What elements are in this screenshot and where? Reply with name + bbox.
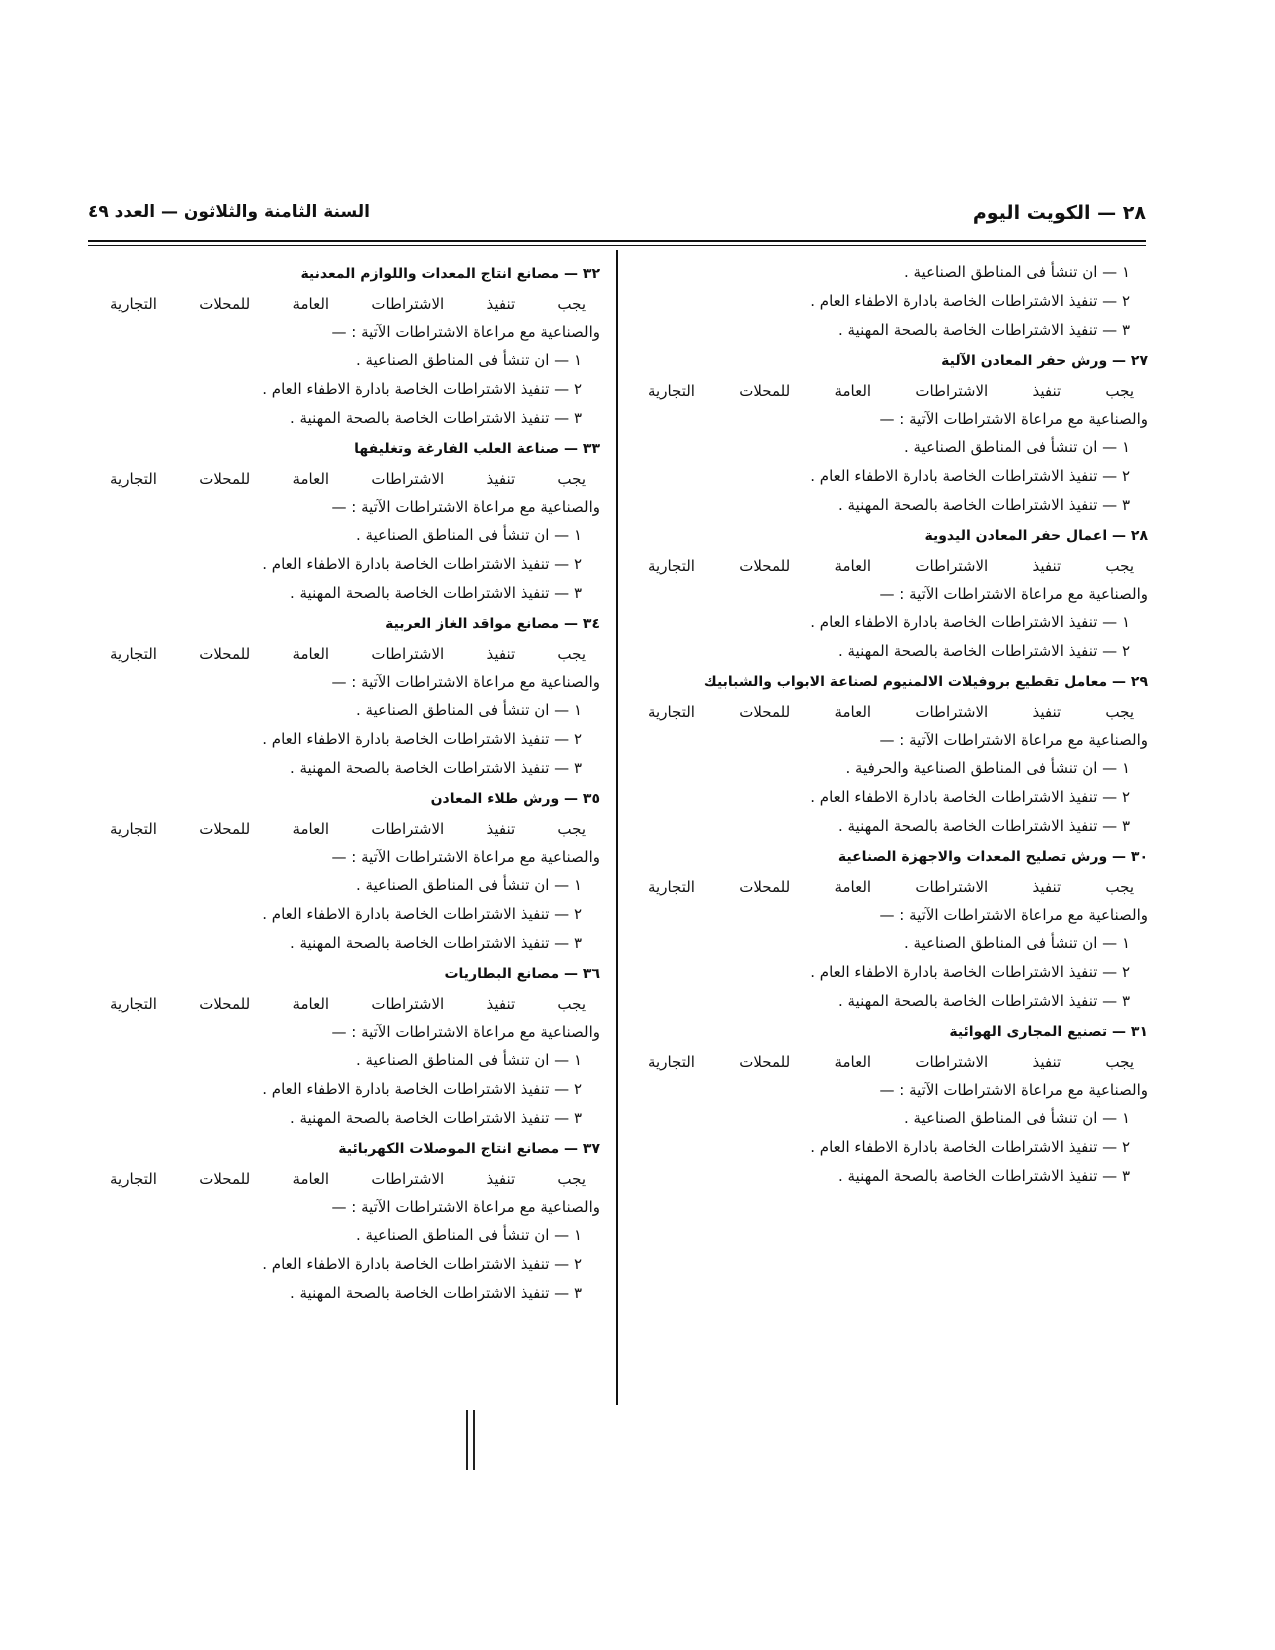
page-header bbox=[88, 202, 1146, 232]
article-section bbox=[648, 345, 1148, 520]
article-title: ٣٥ — ورش طلاء المعادن bbox=[430, 791, 600, 807]
condition-item: ٢ — تنفيذ الاشتراطات الخاصة بادارة الاطفاء العام . bbox=[262, 730, 582, 748]
article-intro-line: والصناعية مع مراعاة الاشتراطات الآتية : — bbox=[331, 1023, 600, 1041]
article-intro-line: والصناعية مع مراعاة الاشتراطات الآتية : — bbox=[879, 906, 1148, 924]
condition-item: ٣ — تنفيذ الاشتراطات الخاصة بالصحة المهنية . bbox=[837, 992, 1130, 1010]
article-intro-line: يجب تنفيذ الاشتراطات العامة للمحلات التجارية bbox=[648, 557, 1134, 575]
condition-item: ٢ — تنفيذ الاشتراطات الخاصة بادارة الاطفاء العام . bbox=[810, 292, 1130, 310]
condition-item: ١ — ان تنشأ فى المناطق الصناعية . bbox=[903, 1109, 1130, 1127]
condition-item: ٣ — تنفيذ الاشتراطات الخاصة بالصحة المهنية . bbox=[837, 1167, 1130, 1185]
article-section bbox=[648, 520, 1148, 666]
article-intro-line: والصناعية مع مراعاة الاشتراطات الآتية : — bbox=[879, 731, 1148, 749]
header-page-number-title: ٢٨ — الكويت اليوم bbox=[972, 202, 1146, 224]
condition-item: ٢ — تنفيذ الاشتراطات الخاصة بادارة الاطفاء العام . bbox=[262, 905, 582, 923]
condition-item: ١ — ان تنشأ فى المناطق الصناعية . bbox=[903, 263, 1130, 281]
article-title: ٣٢ — مصانع انتاج المعدات واللوازم المعدنية bbox=[300, 266, 600, 282]
article-title: ٢٩ — معامل تقطيع بروفيلات الالمنيوم لصناعة الابواب والشبابيك bbox=[703, 674, 1148, 690]
article-section bbox=[648, 666, 1148, 841]
condition-item: ٢ — تنفيذ الاشتراطات الخاصة بادارة الاطفاء العام . bbox=[262, 1255, 582, 1273]
article-title: ٣٤ — مصانع مواقد الغاز العربية bbox=[385, 616, 600, 632]
condition-item: ٢ — تنفيذ الاشتراطات الخاصة بادارة الاطفاء العام . bbox=[810, 1138, 1130, 1156]
article-intro-line: والصناعية مع مراعاة الاشتراطات الآتية : — bbox=[879, 1081, 1148, 1099]
condition-item: ٣ — تنفيذ الاشتراطات الخاصة بالصحة المهنية . bbox=[837, 496, 1130, 514]
condition-item: ٣ — تنفيذ الاشتراطات الخاصة بالصحة المهنية . bbox=[289, 934, 582, 952]
article-intro-line: يجب تنفيذ الاشتراطات العامة للمحلات التجارية bbox=[110, 995, 586, 1013]
article-intro-line: يجب تنفيذ الاشتراطات العامة للمحلات التجارية bbox=[648, 878, 1134, 896]
right-column bbox=[648, 258, 1148, 1191]
article-intro-line: يجب تنفيذ الاشتراطات العامة للمحلات التجارية bbox=[110, 295, 586, 313]
condition-item: ١ — ان تنشأ فى المناطق الصناعية . bbox=[355, 701, 582, 719]
left-column bbox=[110, 258, 600, 1308]
condition-item: ٣ — تنفيذ الاشتراطات الخاصة بالصحة المهنية . bbox=[289, 1109, 582, 1127]
article-section bbox=[648, 258, 1148, 345]
condition-item: ١ — ان تنشأ فى المناطق الصناعية . bbox=[355, 351, 582, 369]
article-section bbox=[110, 958, 600, 1133]
article-intro-line: يجب تنفيذ الاشتراطات العامة للمحلات التجارية bbox=[110, 645, 586, 663]
article-section bbox=[648, 1016, 1148, 1191]
condition-item: ٣ — تنفيذ الاشتراطات الخاصة بالصحة المهنية . bbox=[289, 759, 582, 777]
condition-item: ٢ — تنفيذ الاشتراطات الخاصة بادارة الاطفاء العام . bbox=[810, 788, 1130, 806]
article-intro-line: والصناعية مع مراعاة الاشتراطات الآتية : — bbox=[331, 1198, 600, 1216]
condition-item: ٢ — تنفيذ الاشتراطات الخاصة بادارة الاطفاء العام . bbox=[262, 380, 582, 398]
condition-item: ٣ — تنفيذ الاشتراطات الخاصة بالصحة المهنية . bbox=[289, 584, 582, 602]
article-intro-line: يجب تنفيذ الاشتراطات العامة للمحلات التجارية bbox=[110, 470, 586, 488]
article-section bbox=[110, 783, 600, 958]
column-divider bbox=[616, 250, 618, 1405]
condition-item: ٣ — تنفيذ الاشتراطات الخاصة بالصحة المهنية . bbox=[837, 321, 1130, 339]
header-rule-thick bbox=[88, 240, 1146, 242]
condition-item: ١ — ان تنشأ فى المناطق الصناعية . bbox=[903, 438, 1130, 456]
article-title: ٢٧ — ورش حفر المعادن الآلية bbox=[941, 353, 1148, 369]
condition-item: ١ — ان تنشأ فى المناطق الصناعية . bbox=[355, 526, 582, 544]
article-intro-line: يجب تنفيذ الاشتراطات العامة للمحلات التجارية bbox=[648, 1053, 1134, 1071]
condition-item: ١ — ان تنشأ فى المناطق الصناعية . bbox=[903, 934, 1130, 952]
header-rule-thin bbox=[88, 245, 1146, 246]
condition-item: ١ — ان تنشأ فى المناطق الصناعية . bbox=[355, 1226, 582, 1244]
article-title: ٣٣ — صناعة العلب الفارغة وتغليفها bbox=[354, 441, 600, 457]
article-title: ٣٧ — مصانع انتاج الموصلات الكهربائية bbox=[338, 1141, 600, 1157]
condition-item: ٢ — تنفيذ الاشتراطات الخاصة بادارة الاطفاء العام . bbox=[810, 467, 1130, 485]
condition-item: ١ — ان تنشأ فى المناطق الصناعية . bbox=[355, 1051, 582, 1069]
condition-item: ٢ — تنفيذ الاشتراطات الخاصة بالصحة المهنية . bbox=[837, 642, 1130, 660]
condition-item: ٢ — تنفيذ الاشتراطات الخاصة بادارة الاطفاء العام . bbox=[262, 555, 582, 573]
article-intro-line: يجب تنفيذ الاشتراطات العامة للمحلات التجارية bbox=[110, 820, 586, 838]
article-section bbox=[110, 258, 600, 433]
article-intro-line: يجب تنفيذ الاشتراطات العامة للمحلات التجارية bbox=[110, 1170, 586, 1188]
article-title: ٣٦ — مصانع البطاريات bbox=[444, 966, 600, 982]
article-intro-line: والصناعية مع مراعاة الاشتراطات الآتية : — bbox=[331, 498, 600, 516]
condition-item: ١ — ان تنشأ فى المناطق الصناعية والحرفية . bbox=[845, 759, 1130, 777]
article-intro-line: والصناعية مع مراعاة الاشتراطات الآتية : — bbox=[331, 848, 600, 866]
condition-item: ٣ — تنفيذ الاشتراطات الخاصة بالصحة المهنية . bbox=[289, 1284, 582, 1302]
condition-item: ٢ — تنفيذ الاشتراطات الخاصة بادارة الاطفاء العام . bbox=[810, 963, 1130, 981]
condition-item: ٣ — تنفيذ الاشتراطات الخاصة بالصحة المهنية . bbox=[837, 817, 1130, 835]
article-title: ٣٠ — ورش تصليح المعدات والاجهزة الصناعية bbox=[837, 849, 1148, 865]
article-intro-line: والصناعية مع مراعاة الاشتراطات الآتية : — bbox=[331, 673, 600, 691]
header-issue-info: السنة الثامنة والثلاثون — العدد ٤٩ bbox=[88, 202, 370, 222]
article-intro-line: يجب تنفيذ الاشتراطات العامة للمحلات التجارية bbox=[648, 703, 1134, 721]
article-title: ٣١ — تصنيع المجارى الهوائية bbox=[949, 1024, 1148, 1040]
article-intro-line: والصناعية مع مراعاة الاشتراطات الآتية : — bbox=[331, 323, 600, 341]
article-section bbox=[110, 608, 600, 783]
article-section bbox=[648, 841, 1148, 1016]
article-intro-line: والصناعية مع مراعاة الاشتراطات الآتية : — bbox=[879, 585, 1148, 603]
article-section bbox=[110, 1133, 600, 1308]
condition-item: ١ — ان تنشأ فى المناطق الصناعية . bbox=[355, 876, 582, 894]
condition-item: ٣ — تنفيذ الاشتراطات الخاصة بالصحة المهنية . bbox=[289, 409, 582, 427]
article-intro-line: والصناعية مع مراعاة الاشتراطات الآتية : — bbox=[879, 410, 1148, 428]
condition-item: ١ — تنفيذ الاشتراطات الخاصة بادارة الاطفاء العام . bbox=[810, 613, 1130, 631]
condition-item: ٢ — تنفيذ الاشتراطات الخاصة بادارة الاطفاء العام . bbox=[262, 1080, 582, 1098]
page-mark bbox=[466, 1410, 475, 1470]
article-intro-line: يجب تنفيذ الاشتراطات العامة للمحلات التجارية bbox=[648, 382, 1134, 400]
article-title: ٢٨ — اعمال حفر المعادن اليدوية bbox=[924, 528, 1148, 544]
article-section bbox=[110, 433, 600, 608]
